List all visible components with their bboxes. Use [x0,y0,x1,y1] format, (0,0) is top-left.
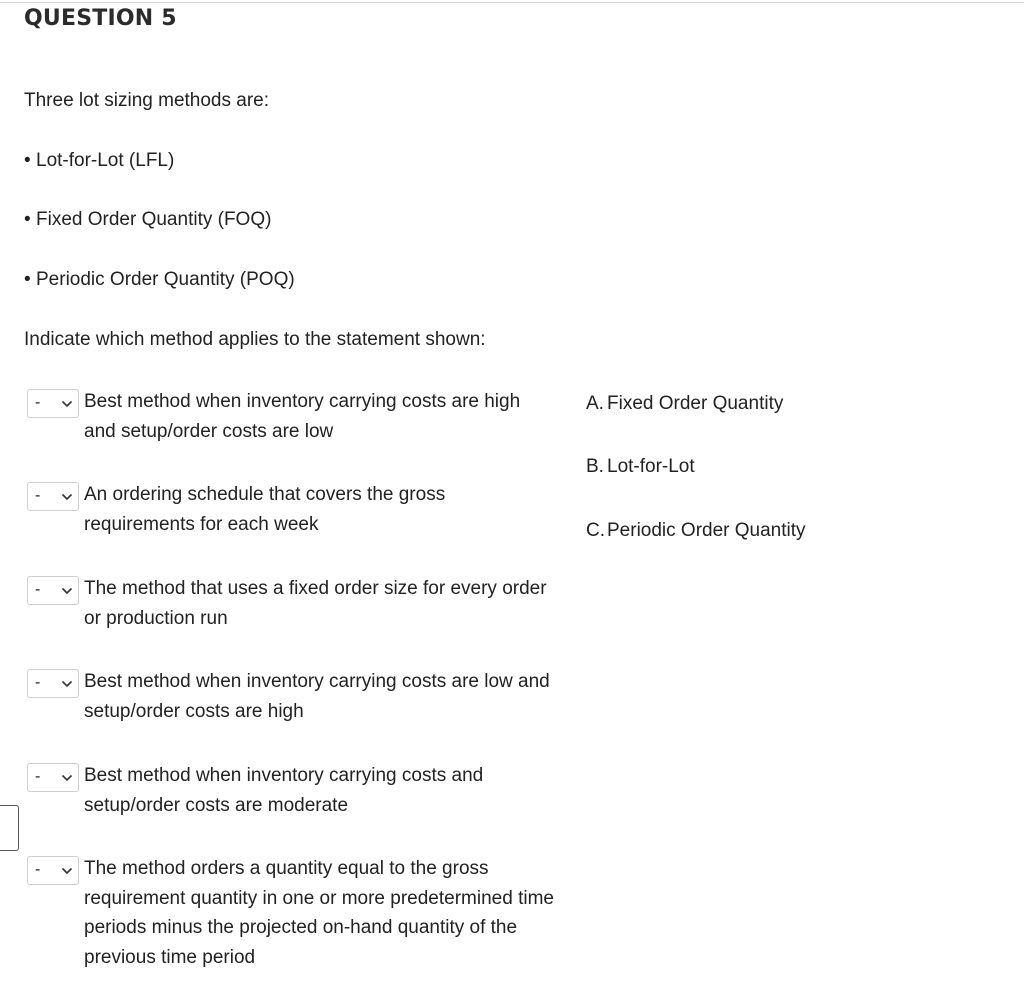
answer-select-6[interactable] [27,856,79,885]
option-letter: C. [586,520,605,541]
method-bullet-lfl [24,150,174,172]
method-bullet-foq [24,209,271,231]
chevron-down-icon [61,491,73,503]
bullet-glyph: • [24,269,31,290]
intro-text: Three lot sizing methods are: [24,90,270,111]
select-value: - [35,768,41,785]
answer-select-2[interactable] [27,482,79,511]
option-c [586,520,806,542]
answer-select-3[interactable] [27,576,79,605]
statement-text: The method orders a quantity equal to the gross requirement quantity in one or more predetermined time periods minus the projected on-hand quantity of the previous time period [84,858,554,968]
statement-text: An ordering schedule that covers the gross requirements for each week [84,484,446,535]
statement-text: Best method when inventory carrying costs are low and setup/order costs are high [84,671,550,722]
select-value: - [35,581,41,598]
statement-text: The method that uses a fixed order size for every order or production run [84,578,547,629]
select-value: - [35,487,41,504]
method-label: Fixed Order Quantity (FOQ) [36,209,272,230]
answer-select-1[interactable] [27,389,79,418]
option-a [586,393,783,415]
chevron-down-icon [61,398,73,410]
select-value: - [35,674,41,691]
chevron-down-icon [61,865,73,877]
question-title: QUESTION 5 [24,6,177,31]
option-letter: A. [586,393,604,414]
select-value: - [35,861,41,878]
statement-text: Best method when inventory carrying costs are high and setup/order costs are low [84,391,521,442]
chevron-down-icon [61,678,73,690]
instruction-text: Indicate which method applies to the statement shown: [24,329,486,350]
method-label: Lot-for-Lot (LFL) [36,150,175,171]
select-value: - [35,394,41,411]
side-panel-tab[interactable] [0,805,19,851]
method-bullet-poq [24,269,295,291]
answer-select-5[interactable] [27,763,79,792]
bullet-glyph: • [24,209,31,230]
option-letter: B. [586,456,604,477]
option-text: Lot-for-Lot [607,456,695,477]
top-divider [0,2,1024,3]
bullet-glyph: • [24,150,31,171]
chevron-down-icon [61,585,73,597]
option-text: Fixed Order Quantity [607,393,784,414]
option-b [586,456,695,478]
method-label: Periodic Order Quantity (POQ) [36,269,295,290]
chevron-down-icon [61,772,73,784]
answer-select-4[interactable] [27,669,79,698]
option-text: Periodic Order Quantity [607,520,806,541]
statement-text: Best method when inventory carrying costs and setup/order costs are moderate [84,765,484,816]
